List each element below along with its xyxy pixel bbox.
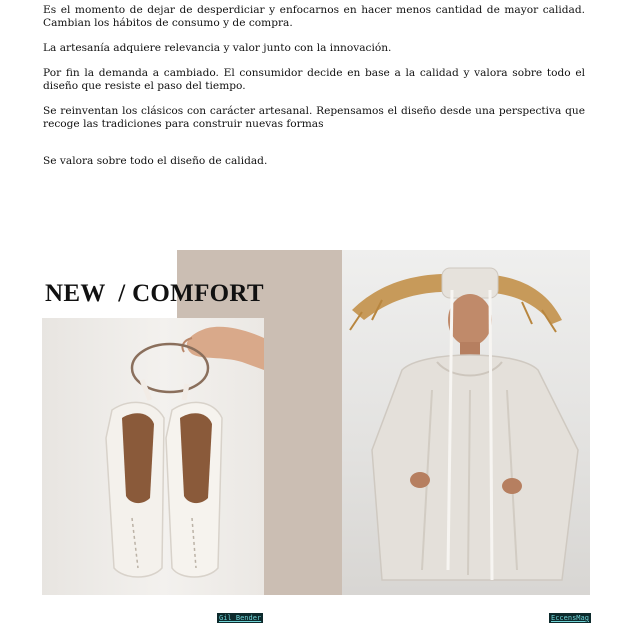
paragraph-5: Se valora sobre todo el diseño de calidad. [43,155,268,167]
photo-credit-left[interactable]: Gil Bender [219,614,262,622]
model-illustration [342,250,590,595]
model-photo [342,250,590,595]
shoes-illustration [42,318,264,595]
paragraph-3: Por fin la demanda a cambiado. El consumidor decide en base a la calidad y valora sobre todo el diseño que resiste el paso del tiempo. [43,67,585,92]
body-text [43,4,585,180]
photo-credit-right[interactable]: EccensMag [551,614,589,622]
shoes-photo [42,318,264,595]
paragraph-4: Se reinventan los clásicos con carácter artesanal. Repensamos el diseño desde una perspectiva que recoge las tradiciones para construir nuevas formas [43,105,585,130]
paragraph-1: Es el momento de dejar de desperdiciar y enfocarnos en hacer menos cantidad de mayor calidad. Cambian los hábitos de consumo y de compra. [43,4,585,29]
headline-title: NEW / COMFORT [45,280,264,307]
paragraph-2: La artesanía adquiere relevancia y valor junto con la innovación. [43,42,392,54]
